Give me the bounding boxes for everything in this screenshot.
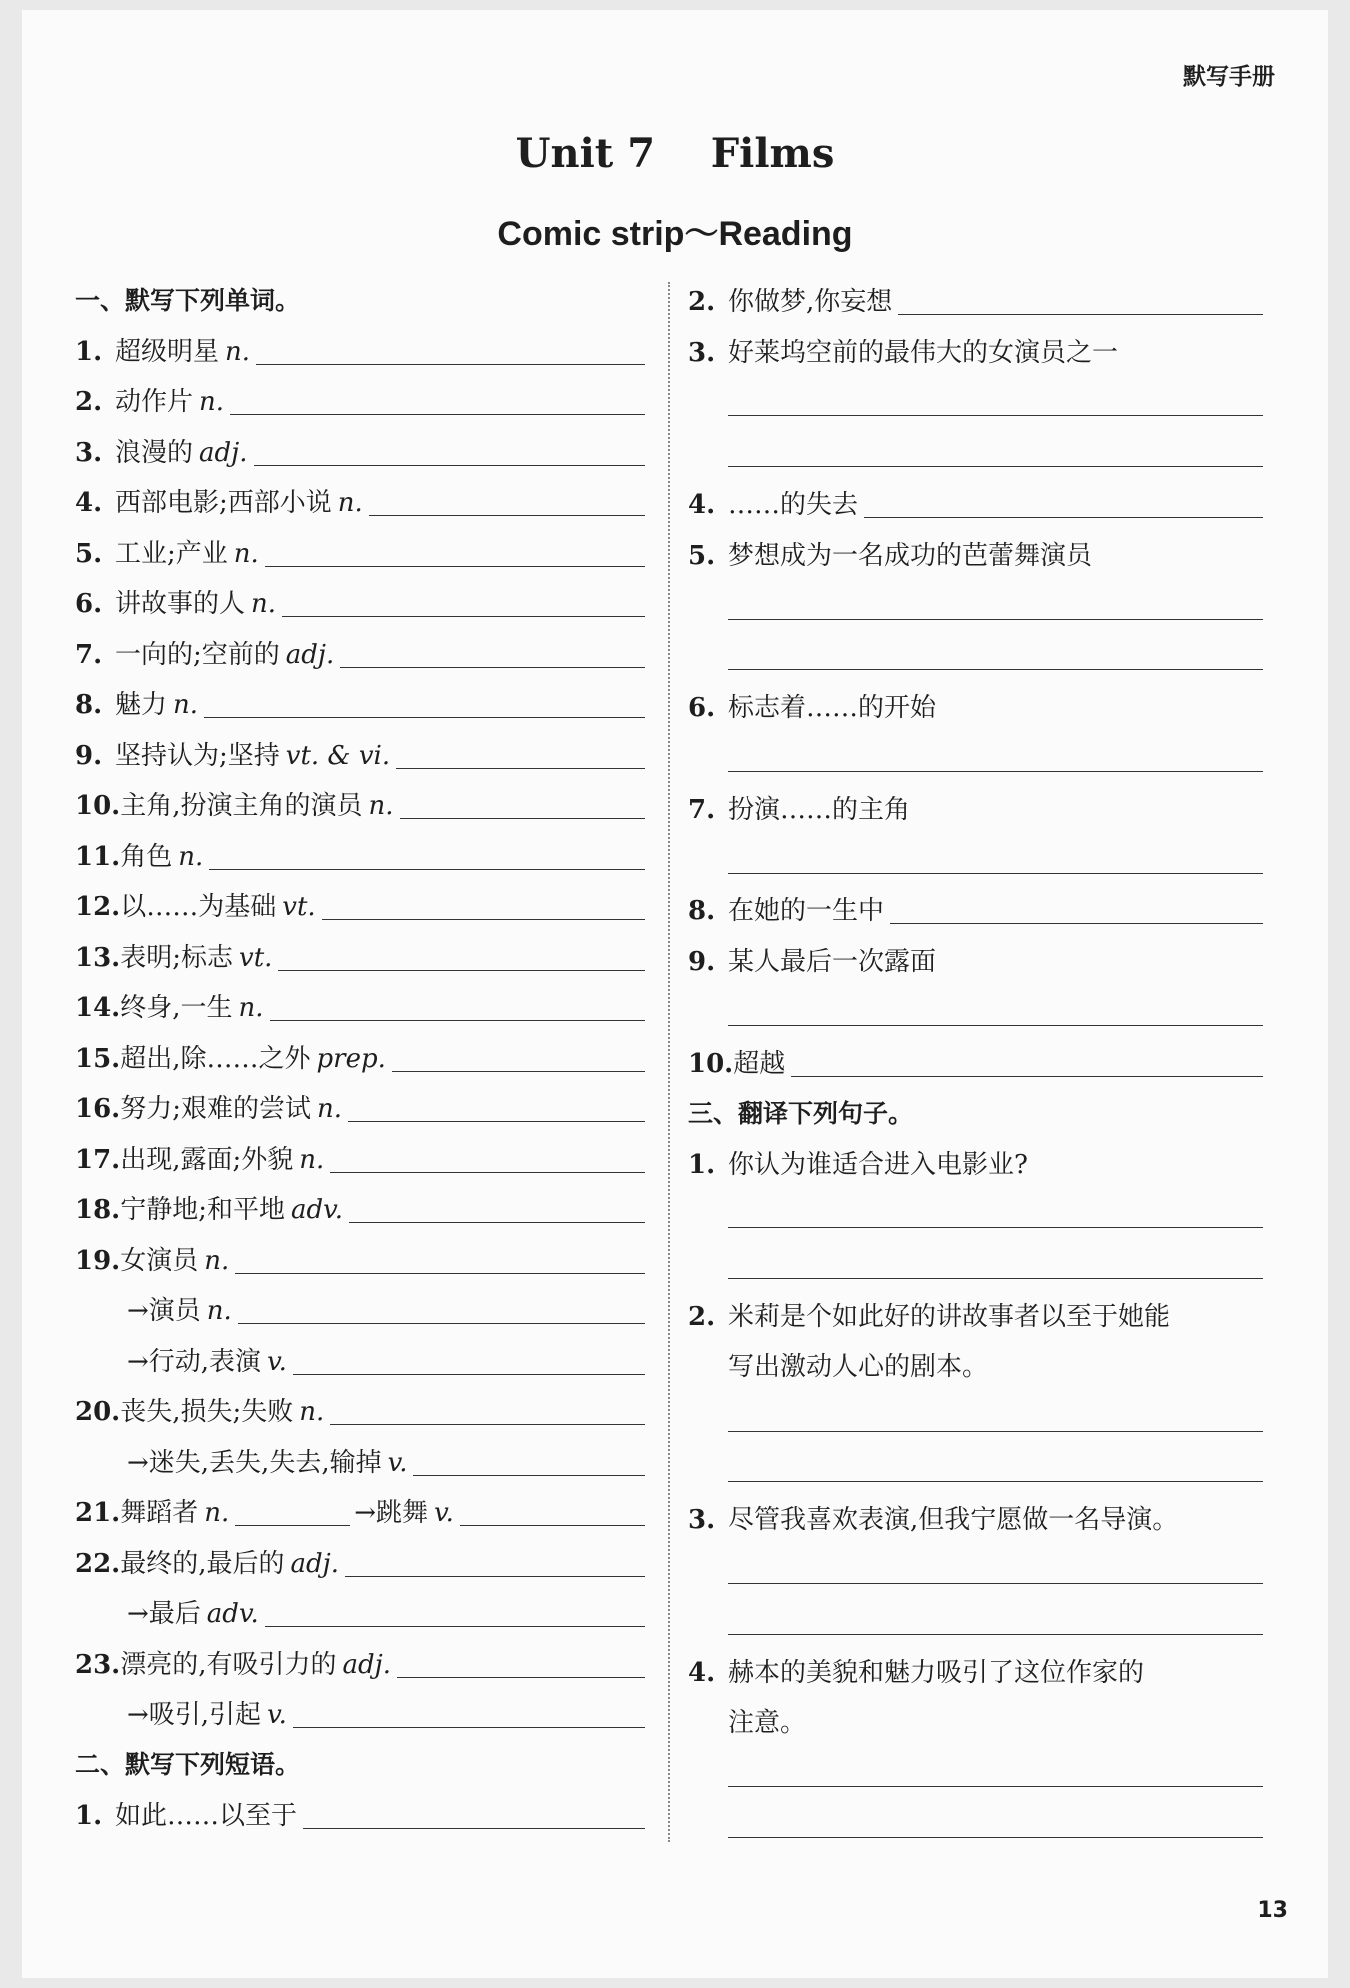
word-item: 14. 终身,一生 n. — [75, 983, 645, 1034]
word-item: 9. 坚持认为;坚持 vt. & vi. — [75, 730, 645, 781]
phrase-item: 2. 你做梦,你妄想 — [688, 276, 1263, 327]
answer-line[interactable] — [460, 1524, 645, 1526]
left-column — [75, 276, 645, 1841]
phrase-item: 8. 在她的一生中 — [688, 886, 1263, 937]
word-item-derived: →演员 n. — [75, 1286, 645, 1337]
section-words-title: 一、默写下列单词。 — [75, 286, 301, 315]
answer-line[interactable] — [413, 1474, 645, 1476]
answer-line[interactable] — [204, 716, 645, 718]
word-item: 11. 角色 n. — [75, 831, 645, 882]
page-number: 13 — [1257, 1898, 1288, 1923]
header-label: 默写手册 — [1183, 64, 1275, 90]
answer-line[interactable] — [293, 1726, 645, 1728]
answer-line[interactable] — [728, 1785, 1263, 1787]
word-item: 6. 讲故事的人 n. — [75, 579, 645, 630]
word-item: 19. 女演员 n. — [75, 1235, 645, 1286]
answer-line[interactable] — [256, 363, 645, 365]
answer-line[interactable] — [278, 969, 645, 971]
answer-line[interactable] — [728, 872, 1263, 874]
section-sentences-title: 三、翻译下列句子。 — [688, 1098, 914, 1128]
answer-line[interactable] — [293, 1373, 645, 1375]
word-item: 18. 宁静地;和平地 adv. — [75, 1185, 645, 1236]
word-item: 1. 超级明星 n. — [75, 326, 645, 377]
page-title: Unit 7 Films — [515, 130, 835, 177]
word-item: 12. 以……为基础 vt. — [75, 882, 645, 933]
sentence-continuation: 注意。 — [728, 1707, 807, 1738]
word-item: 21. 舞蹈者 n. →跳舞 v. — [75, 1488, 645, 1539]
answer-line[interactable] — [728, 1582, 1263, 1584]
answer-line[interactable] — [728, 668, 1263, 670]
phrase-item: 6. 标志着……的开始 — [688, 693, 937, 724]
answer-line[interactable] — [728, 618, 1263, 620]
phrase-item: 3. 好莱坞空前的最伟大的女演员之一 — [688, 337, 1119, 368]
answer-line[interactable] — [340, 666, 645, 668]
answer-line[interactable] — [728, 770, 1263, 772]
phrase-item: 10. 超越 — [688, 1038, 1263, 1089]
phrase-item: 4. ……的失去 — [688, 479, 1263, 530]
word-item: 10. 主角,扮演主角的演员 n. — [75, 781, 645, 832]
section-phrases-title: 二、默写下列短语。 — [75, 1750, 301, 1779]
answer-line[interactable] — [349, 1221, 645, 1223]
word-item: 8. 魅力 n. — [75, 680, 645, 731]
answer-line[interactable] — [209, 868, 645, 870]
answer-line[interactable] — [890, 922, 1263, 924]
word-item-derived: →行动,表演 v. — [75, 1336, 645, 1387]
word-item: 20. 丧失,损失;失败 n. — [75, 1387, 645, 1438]
word-item: 15. 超出,除……之外 prep. — [75, 1033, 645, 1084]
answer-line[interactable] — [238, 1322, 645, 1324]
answer-line[interactable] — [348, 1120, 645, 1122]
answer-line[interactable] — [282, 615, 645, 617]
sentence-item: 3. 尽管我喜欢表演,但我宁愿做一名导演。 — [688, 1505, 1179, 1536]
word-item: 5. 工业;产业 n. — [75, 528, 645, 579]
column-divider — [668, 282, 670, 1842]
answer-line[interactable] — [330, 1171, 645, 1173]
answer-line[interactable] — [265, 1625, 645, 1627]
answer-line[interactable] — [322, 918, 645, 920]
phrase-item: 5. 梦想成为一名成功的芭蕾舞演员 — [688, 540, 1093, 571]
answer-line[interactable] — [728, 1836, 1263, 1838]
word-item: 13. 表明;标志 vt. — [75, 932, 645, 983]
answer-line[interactable] — [303, 1827, 645, 1829]
sentence-continuation: 写出激动人心的剧本。 — [728, 1351, 989, 1382]
answer-line[interactable] — [369, 514, 645, 516]
answer-line[interactable] — [728, 1277, 1263, 1279]
word-item: 4. 西部电影;西部小说 n. — [75, 478, 645, 529]
answer-line[interactable] — [270, 1019, 645, 1021]
answer-line[interactable] — [396, 767, 645, 769]
answer-line[interactable] — [728, 1633, 1263, 1635]
word-item-derived: →迷失,丢失,失去,输掉 v. — [75, 1437, 645, 1488]
word-item-derived: →吸引,引起 v. — [75, 1690, 645, 1741]
word-item: 22. 最终的,最后的 adj. — [75, 1538, 645, 1589]
answer-line[interactable] — [898, 313, 1263, 315]
sentence-item: 1. 你认为谁适合进入电影业? — [688, 1149, 1028, 1180]
answer-line[interactable] — [230, 413, 645, 415]
answer-line[interactable] — [728, 1024, 1263, 1026]
answer-line[interactable] — [392, 1070, 645, 1072]
word-item: 7. 一向的;空前的 adj. — [75, 629, 645, 680]
answer-line[interactable] — [254, 464, 646, 466]
page-subtitle: Comic strip～Reading — [497, 215, 853, 253]
answer-line[interactable] — [345, 1575, 645, 1577]
word-item: 2. 动作片 n. — [75, 377, 645, 428]
answer-line[interactable] — [397, 1676, 645, 1678]
answer-line[interactable] — [728, 414, 1263, 416]
answer-line[interactable] — [235, 1524, 350, 1526]
word-item: 23. 漂亮的,有吸引力的 adj. — [75, 1639, 645, 1690]
phrase-item: 7. 扮演……的主角 — [688, 794, 911, 825]
word-item-derived: →最后 adv. — [75, 1589, 645, 1640]
answer-line[interactable] — [400, 817, 645, 819]
answer-line[interactable] — [728, 465, 1263, 467]
answer-line[interactable] — [330, 1423, 645, 1425]
sentence-item: 2. 米莉是个如此好的讲故事者以至于她能 — [688, 1301, 1171, 1332]
sentence-item: 4. 赫本的美貌和魅力吸引了这位作家的 — [688, 1657, 1145, 1688]
answer-line[interactable] — [791, 1075, 1263, 1077]
phrase-item: 1. 如此……以至于 — [75, 1790, 645, 1841]
answer-line[interactable] — [235, 1272, 645, 1274]
right-column — [688, 276, 1263, 1850]
answer-line[interactable] — [728, 1226, 1263, 1228]
phrase-item: 9. 某人最后一次露面 — [688, 947, 937, 978]
word-item: 17. 出现,露面;外貌 n. — [75, 1134, 645, 1185]
answer-line[interactable] — [728, 1480, 1263, 1482]
word-item: 3. 浪漫的 adj. — [75, 427, 645, 478]
answer-line[interactable] — [265, 565, 645, 567]
answer-line[interactable] — [864, 516, 1263, 518]
answer-line[interactable] — [728, 1430, 1263, 1432]
word-item: 16. 努力;艰难的尝试 n. — [75, 1084, 645, 1135]
